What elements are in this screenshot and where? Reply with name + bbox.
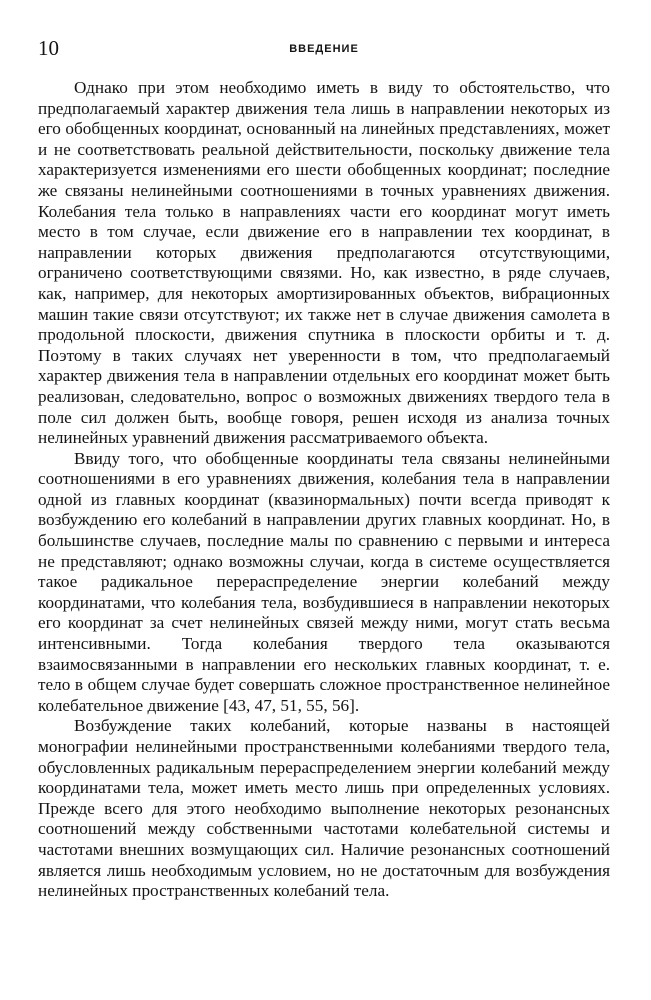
page-header	[38, 36, 610, 66]
body-text	[38, 78, 610, 902]
paragraph: Возбуждение таких колебаний, которые названы в настоящей монографии нелинейными пространственными колебаниями твердого тела, обусловленных радикальным перераспределением энергии колебаний между координатами тела, может иметь место лишь при определенных условиях. Прежде всего для этого необходимо выполнение некоторых резонансных соотношений между собственными частотами колебательной системы и частотами внешних возмущающих сил. Наличие резонансных соотношений является лишь необходимым условием, но не достаточным для возбуждения нелинейных пространственных колебаний тела.	[38, 716, 610, 901]
paragraph: Однако при этом необходимо иметь в виду то обстоятельство, что предполагаемый характер движения тела лишь в направлении некоторых из его обобщенных координат, основанный на линейных представлениях, может и не соответствовать реальной действительности, поскольку движение тела характеризуется изменениями его шести обобщенных координат; последние же связаны нелинейными соотношениями в точных уравнениях движения. Колебания тела только в направлениях части его координат могут иметь место в том случае, если движение его в направлении тех координат, в направлении которых движения предполагаются отсутствующими, ограничено соответствующими связями. Но, как известно, в ряде случаев, как, например, для некоторых амортизированных объектов, вибрационных машин такие связи отсутствуют; их также нет в случае движения самолета в продольной плоскости, движения спутника в плоскости орбиты и т. д. Поэтому в таких случаях нет уверенности в том, что предполагаемый характер движения тела в направлении отдельных его координат может быть реализован, следовательно, вопрос о возможных движениях твердого тела в поле сил должен быть, вообще говоря, решен исходя из анализа точных нелинейных уравнений движения рассматриваемого объекта.	[38, 78, 610, 448]
book-page	[38, 36, 610, 902]
page-number: 10	[38, 36, 59, 60]
paragraph: Ввиду того, что обобщенные координаты тела связаны нелинейными соотношениями в его уравнениях движения, колебания тела в направлении одной из главных координат (квазинормальных) почти всегда приводят к возбуждению его колебаний в направлении других главных координат. Но, в большинстве случаев, последние малы по сравнению с первыми и интереса не представляют; однако возможны случаи, когда в системе осуществляется такое радикальное перераспределение энергии колебаний между координатами, что колебания тела, возбудившиеся в направлении некоторых его координат за счет нелинейных связей между ними, могут стать весьма интенсивными. Тогда колебания твердого тела оказываются взаимосвязанными в направлении его нескольких главных координат, т. е. тело в общем случае будет совершать сложное пространственное нелинейное колебательное движение [43, 47, 51, 55, 56].	[38, 448, 610, 715]
running-head: ВВЕДЕНИЕ	[289, 43, 359, 55]
